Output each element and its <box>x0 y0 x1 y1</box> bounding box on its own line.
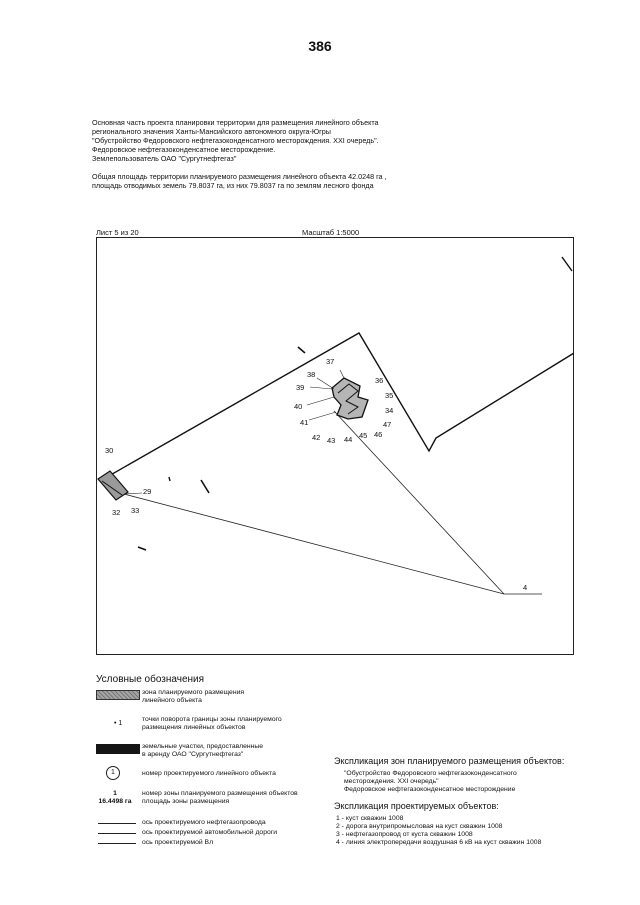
header-line: Федоровское нефтегазоконденсатное месторождение. <box>92 145 276 154</box>
point-label-37: 37 <box>326 357 335 366</box>
point-label-29: 29 <box>143 487 152 496</box>
map-mark <box>201 480 209 493</box>
legend-line: номер проектируемого линейного объекта <box>142 770 276 777</box>
explication-line: 2 - дорога внутрипромысловая на куст скважин 1008 <box>336 823 503 830</box>
legend-text-powerline: ось проектируемой Вл <box>142 839 214 846</box>
legend-marker-top: 1 <box>113 790 117 797</box>
explication-zones-title: Экспликация зон планируемого размещения объектов: <box>334 756 565 766</box>
point-label-46: 46 <box>374 430 383 439</box>
point-label-32: 32 <box>112 508 121 517</box>
leader-line <box>340 370 344 378</box>
explication-line: 1 - куст скважин 1008 <box>336 815 404 822</box>
explication-line: 3 - нефтегазопровод от куста скважин 1008 <box>336 831 473 838</box>
leader-line <box>317 378 334 389</box>
point-label-40: 40 <box>294 402 303 411</box>
area-line: площадь отводимых земель 79.8037 га, из них 79.8037 га по землям лесного фонда <box>92 181 374 190</box>
explication-line: Федоровское нефтегазоконденсатное месторождение <box>344 786 516 793</box>
project-header <box>92 118 379 163</box>
point-label-30: 30 <box>105 446 114 455</box>
map-mark <box>169 477 170 481</box>
page-number: 386 <box>308 38 332 54</box>
legend-text-road: ось проектируемой автомобильной дороги <box>142 829 278 836</box>
legend-text-zone <box>142 689 244 705</box>
legend-text-lease <box>142 743 263 759</box>
point-label-42: 42 <box>312 433 321 442</box>
legend-marker-number: 1 <box>118 720 123 727</box>
legend-text-points <box>142 716 282 732</box>
legend-swatch-zone <box>96 690 140 700</box>
power-line-axis <box>124 494 504 594</box>
leader-line <box>309 412 336 420</box>
explication-objects-text <box>336 815 541 847</box>
legend-point-marker: • 1 <box>114 720 123 727</box>
header-line: регионального значения Ханты-Мансийского автономного округа-Югры <box>92 127 331 136</box>
point-label-43: 43 <box>327 436 336 445</box>
plan-map <box>96 237 574 655</box>
point-label-45: 45 <box>359 431 368 440</box>
area-line: Общая площадь территории планируемого размещения линейного объекта 42.0248 га , <box>92 172 387 181</box>
point-label-47: 47 <box>383 420 392 429</box>
legend-text-object <box>142 770 276 778</box>
legend-line-powerline <box>98 843 136 844</box>
map-mark <box>298 347 305 353</box>
legend-swatch-lease <box>96 744 140 754</box>
map-mark <box>138 547 146 550</box>
legend-title: Условные обозначения <box>96 674 205 685</box>
legend-line: номер зоны планируемого размещения объектов <box>142 790 298 797</box>
explication-line: "Обустройство Федоровского нефтегазоконденсатного <box>344 770 517 777</box>
point-label-35: 35 <box>385 391 394 400</box>
sheet-label: Лист 5 из 20 <box>96 228 139 237</box>
legend-line: зона планируемого размещения <box>142 689 245 696</box>
legend-line: линейного объекта <box>142 697 202 704</box>
explication-line: 4 - линия электропередачи воздушная 6 кВ на куст скважин 1008 <box>336 839 542 846</box>
point-label-44: 44 <box>344 435 353 444</box>
point-label-33: 33 <box>131 506 140 515</box>
point-label-39: 39 <box>296 383 305 392</box>
explication-zones-text <box>344 770 517 794</box>
explication-line: месторождения. XXI очередь" <box>344 778 439 785</box>
legend-line: размещения линейных объектов <box>142 724 246 731</box>
legend-line: земельные участки, предоставленные <box>142 743 264 750</box>
legend-line-road <box>98 833 136 834</box>
leader-line <box>307 397 334 405</box>
legend-marker-bottom: 16.4498 га <box>98 798 132 805</box>
legend-line: в аренду ОАО "Сургутнефтегаз" <box>142 751 244 758</box>
explication-objects-title: Экспликация проектируемых объектов: <box>334 801 499 811</box>
leader-line <box>310 387 332 389</box>
header-line: Основная часть проекта планировки территории для размещения линейного объекта <box>92 118 379 127</box>
point-label-4: 4 <box>523 583 528 592</box>
legend-text-zone-number <box>142 790 298 806</box>
legend-zone-number-marker <box>92 790 138 806</box>
area-summary <box>92 172 387 190</box>
point-label-41: 41 <box>300 418 309 427</box>
legend-object-number-circle: 1 <box>106 766 120 780</box>
legend-line-pipeline <box>98 823 136 824</box>
header-line: "Обустройство Федоровского нефтегазоконденсатного месторождения. XXI очередь". <box>92 136 379 145</box>
scale-label: Масштаб 1:5000 <box>302 228 360 237</box>
zone-west <box>98 471 128 500</box>
point-label-38: 38 <box>307 370 316 379</box>
boundary-fragment <box>562 257 572 271</box>
point-label-36: 36 <box>375 376 384 385</box>
legend-text-pipeline: ось проектируемого нефтегазопровода <box>142 819 266 826</box>
point-label-34: 34 <box>385 406 394 415</box>
header-line: Землепользователь ОАО "Сургутнефтегаз" <box>92 154 237 163</box>
legend-line: площадь зоны размещения <box>142 798 230 805</box>
legend-line: точки поворота границы зоны планируемого <box>142 716 282 723</box>
lease-boundary-line <box>100 333 574 481</box>
